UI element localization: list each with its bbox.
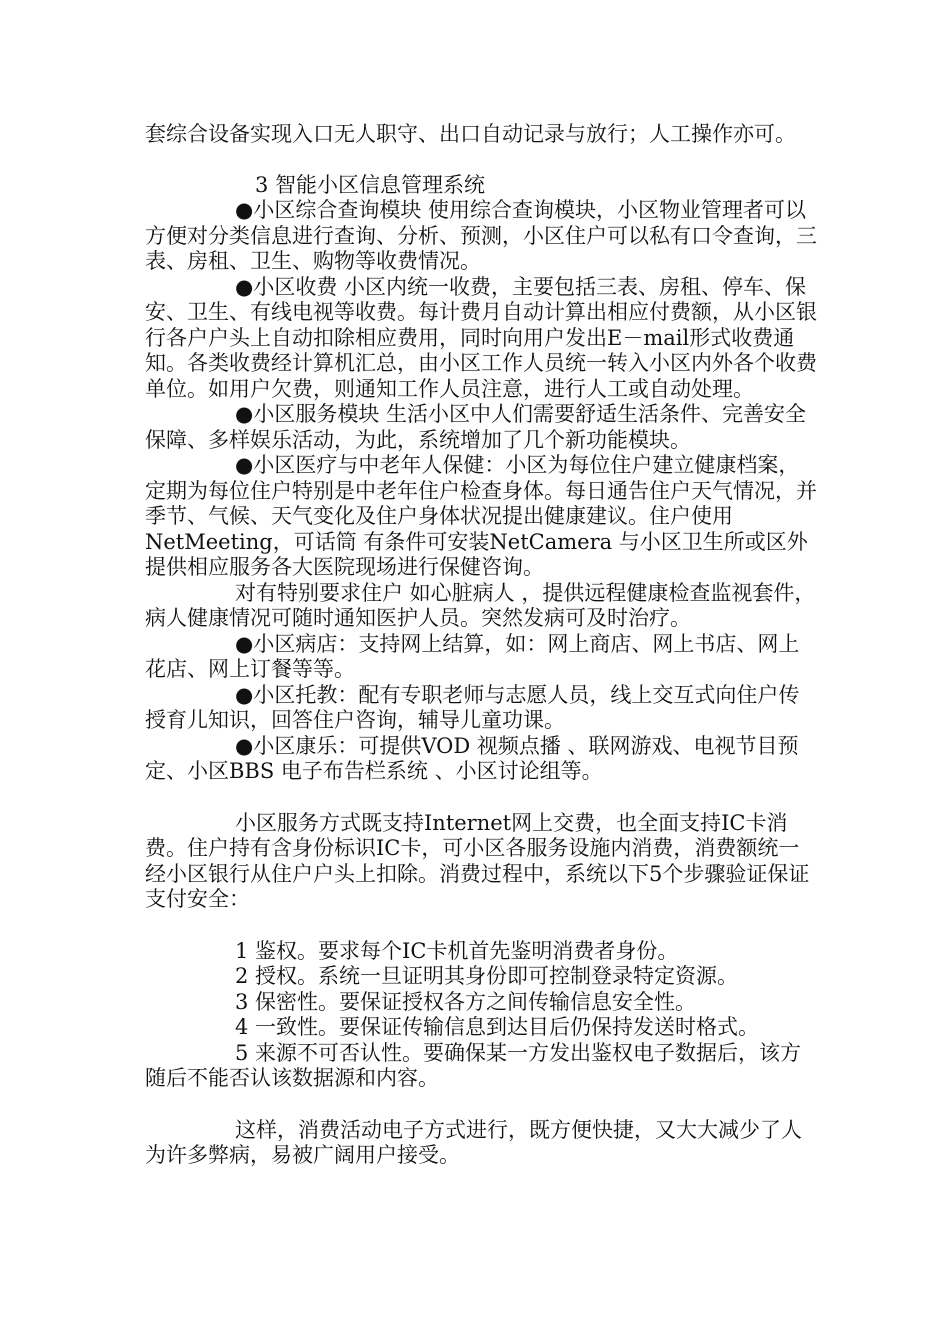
list-item-authentication: 1 鉴权。要求每个IC卡机首先鉴明消费者身份。: [235, 938, 679, 963]
paragraph-entertainment: ●小区康乐：可提供VOD 视频点播 、联网游戏、电视节目预定、小区BBS 电子布告栏系统 、小区讨论组等。: [145, 733, 799, 783]
paragraph-special-needs: 对有特别要求住户 如心脏病人 ，提供远程健康检查监视套件，病人健康情况可随时通知医护人员。突然发病可及时治疗。: [145, 580, 816, 630]
paragraph-intro: 套综合设备实现入口无人职守、出口自动记录与放行；人工操作亦可。: [145, 122, 796, 146]
section-heading: 3 智能小区信息管理系统: [255, 172, 486, 197]
list-item-confidentiality: 3 保密性。要保证授权各方之间传输信息安全性。: [235, 989, 697, 1014]
paragraph-conclusion: 这样，消费活动电子方式进行，既方便快捷，又大大减少了人为许多弊病，易被广阔用户接受。: [145, 1117, 802, 1167]
spacer: [145, 1092, 820, 1118]
spacer: [145, 785, 820, 811]
paragraph-healthcare: ●小区医疗与中老年人保健：小区为每位住户建立健康档案，定期为每位住户特别是中老年住户检查身体。每日通告住户天气情况，并季节、气候、天气变化及住户身体状况提出健康建议。住户使用NetMeeting，可话筒 有条件可安装NetCamera 与小区卫生所或区外提供相应服务各大医院现场进行保健咨询。: [145, 453, 817, 579]
paragraph-payment: 小区服务方式既支持Internet网上交费，也全面支持IC卡消费。住户持有含身份标识IC卡，可小区各服务设施内消费，消费额统一经小区银行从住户户头上扣除。消费过程中，系统以下5个步骤验证保证支付安全：: [145, 810, 810, 911]
spacer: [145, 913, 820, 939]
paragraph-fee-module: ●小区收费 小区内统一收费，主要包括三表、房租、停车、保安、卫生、有线电视等收费。每计费月自动计算出相应付费额，从小区银行各户户头上自动扣除相应费用，同时向用户发出E－mail形式收费通知。各类收费经计算机汇总，由小区工作人员统一转入小区内外各个收费单位。如用户欠费，则通知工作人员注意，进行人工或自动处理。: [145, 274, 817, 401]
list-item-non-repudiation: 5 来源不可否认性。要确保某一方发出鉴权电子数据后，该方随后不能否认该数据源和内容。: [145, 1040, 802, 1090]
paragraph-query-module: ●小区综合查询模块 使用综合查询模块，小区物业管理者可以方便对分类信息进行查询、分析、预测，小区住户可以私有口令查询，三表、房租、卫生、购物等收费情况。: [145, 198, 817, 273]
paragraph-education: ●小区托教：配有专职老师与志愿人员，线上交互式向住户传授育儿知识，回答住户咨询，辅导儿童功课。: [145, 682, 800, 732]
paragraph-service-module: ●小区服务模块 生活小区中人们需要舒适生活条件、完善安全保障、多样娱乐活动，为此，系统增加了几个新功能模块。: [145, 402, 806, 452]
document-body: [145, 122, 820, 1169]
list-item-consistency: 4 一致性。要保证传输信息到达目后仍保持发送时格式。: [235, 1015, 760, 1039]
paragraph-shop: ●小区病店：支持网上结算，如：网上商店、网上书店、网上花店、网上订餐等等。: [145, 631, 800, 681]
list-item-authorization: 2 授权。系统一旦证明其身份即可控制登录特定资源。: [235, 964, 739, 988]
